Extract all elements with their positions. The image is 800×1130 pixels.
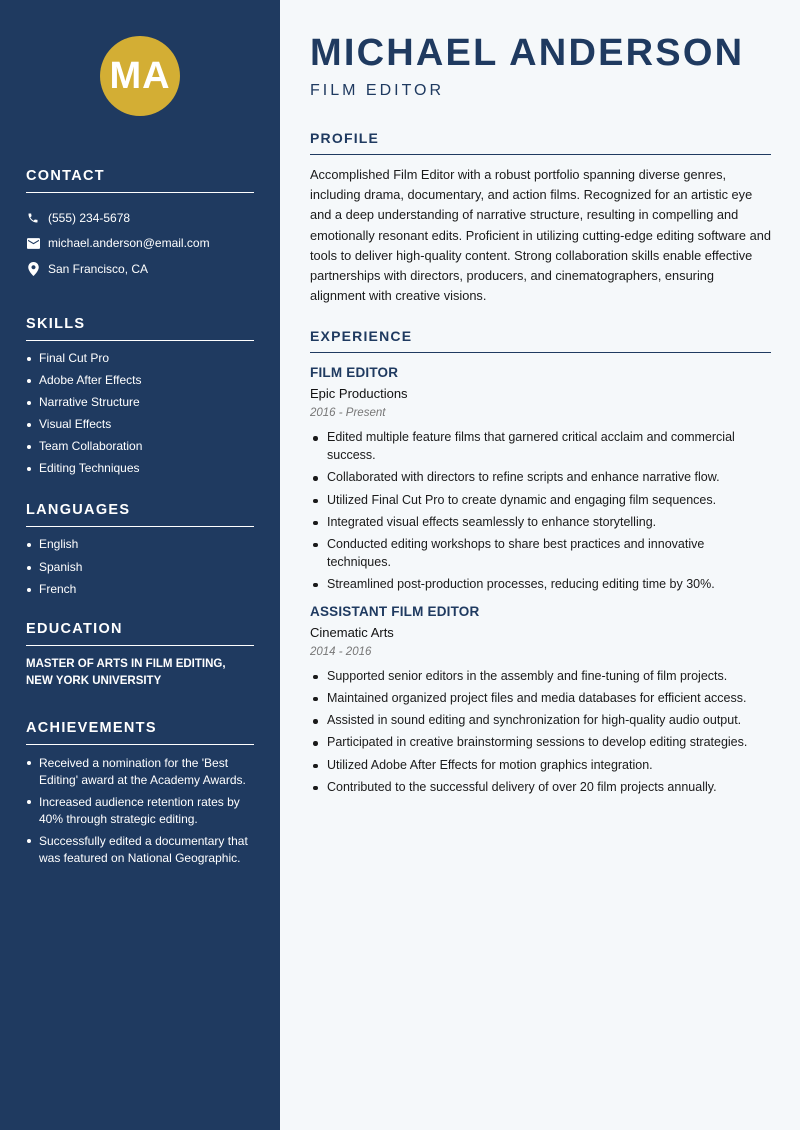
list-item: Received a nomination for the 'Best Editing' award at the Academy Awards.	[26, 755, 254, 790]
list-item: Adobe After Effects	[26, 373, 254, 388]
profile-heading: PROFILE	[310, 130, 771, 155]
location-text: San Francisco, CA	[48, 261, 149, 276]
company-name: Cinematic Arts	[310, 624, 394, 640]
list-item: Final Cut Pro	[26, 351, 254, 366]
job-dates: 2014 - 2016	[310, 645, 372, 658]
contact-heading: CONTACT	[26, 168, 254, 193]
list-item: Participated in creative brainstorming sessions to develop editing strategies.	[310, 734, 771, 752]
list-item: Edited multiple feature films that garnered critical acclaim and commercial success.	[310, 429, 771, 465]
list-item: Visual Effects	[26, 417, 254, 432]
contact-location	[26, 256, 254, 282]
job-bullets	[310, 668, 771, 797]
initials-avatar	[100, 36, 180, 116]
list-item: Contributed to the successful delivery of over 20 film projects annually.	[310, 779, 771, 797]
list-item: Utilized Final Cut Pro to create dynamic and engaging film sequences.	[310, 492, 771, 510]
list-item: Narrative Structure	[26, 395, 254, 410]
email-icon	[26, 236, 40, 250]
skills-section	[26, 316, 254, 477]
languages-heading: LANGUAGES	[26, 502, 254, 527]
initials-text: MA	[109, 54, 171, 97]
profile-section	[310, 130, 771, 306]
list-item: Increased audience retention rates by 40% through strategic editing.	[26, 794, 254, 829]
contact-list	[26, 205, 254, 282]
list-item: English	[26, 537, 254, 552]
phone-icon	[26, 211, 40, 225]
job-dates: 2016 - Present	[310, 407, 386, 420]
contact-email	[26, 231, 254, 257]
list-item: Streamlined post-production processes, reducing editing time by 30%.	[310, 576, 771, 594]
contact-section	[26, 168, 254, 282]
list-item: French	[26, 582, 254, 597]
job-bullets	[310, 429, 771, 593]
candidate-name: MICHAEL ANDERSON	[310, 32, 745, 74]
candidate-role: FILM EDITOR	[310, 82, 445, 99]
contact-phone	[26, 205, 254, 231]
skills-list	[26, 351, 254, 477]
list-item: Spanish	[26, 560, 254, 575]
education-section	[26, 621, 254, 690]
list-item: Maintained organized project files and media databases for efficient access.	[310, 690, 771, 708]
job-title: ASSISTANT FILM EDITOR	[310, 603, 480, 619]
list-item: Utilized Adobe After Effects for motion graphics integration.	[310, 757, 771, 775]
location-pin-icon	[26, 262, 40, 276]
list-item: Assisted in sound editing and synchronization for high-quality audio output.	[310, 712, 771, 730]
languages-section	[26, 502, 254, 596]
achievements-list	[26, 755, 254, 868]
languages-list	[26, 537, 254, 596]
achievements-section	[26, 720, 254, 868]
list-item: Integrated visual effects seamlessly to enhance storytelling.	[310, 514, 771, 532]
list-item: Successfully edited a documentary that was featured on National Geographic.	[26, 833, 254, 868]
job-entry	[310, 365, 771, 593]
education-degree: MASTER OF ARTS IN FILM EDITING, NEW YORK UNIVERSITY	[26, 657, 226, 687]
list-item: Collaborated with directors to refine scripts and enhance narrative flow.	[310, 469, 771, 487]
company-name: Epic Productions	[310, 386, 408, 402]
job-entry	[310, 604, 771, 797]
phone-text: (555) 234-5678	[48, 210, 131, 225]
experience-section	[310, 328, 771, 796]
list-item: Editing Techniques	[26, 461, 254, 476]
education-heading: EDUCATION	[26, 621, 254, 646]
skills-heading: SKILLS	[26, 316, 254, 341]
main-content	[280, 0, 800, 1130]
experience-heading: EXPERIENCE	[310, 328, 771, 353]
list-item: Team Collaboration	[26, 439, 254, 454]
achievements-heading: ACHIEVEMENTS	[26, 720, 254, 745]
sidebar	[0, 0, 280, 1130]
profile-text: Accomplished Film Editor with a robust portfolio spanning diverse genres, including drama, documentary, and action films. Recognized for an artistic eye and a deep understanding of narrative structure, resulting in compelling and emotionally resonant edits. Proficient in utilizing cutting-edge editing software and tools to deliver high-quality content. Strong collaboration skills enable effective partnerships with directors, producers, and cinematographers, ensuring alignment with creative visions.	[310, 167, 771, 304]
list-item: Supported senior editors in the assembly and fine-tuning of film projects.	[310, 668, 771, 686]
list-item: Conducted editing workshops to share best practices and innovative techniques.	[310, 536, 771, 572]
email-text: michael.anderson@email.com	[48, 236, 210, 251]
job-title: FILM EDITOR	[310, 365, 399, 381]
